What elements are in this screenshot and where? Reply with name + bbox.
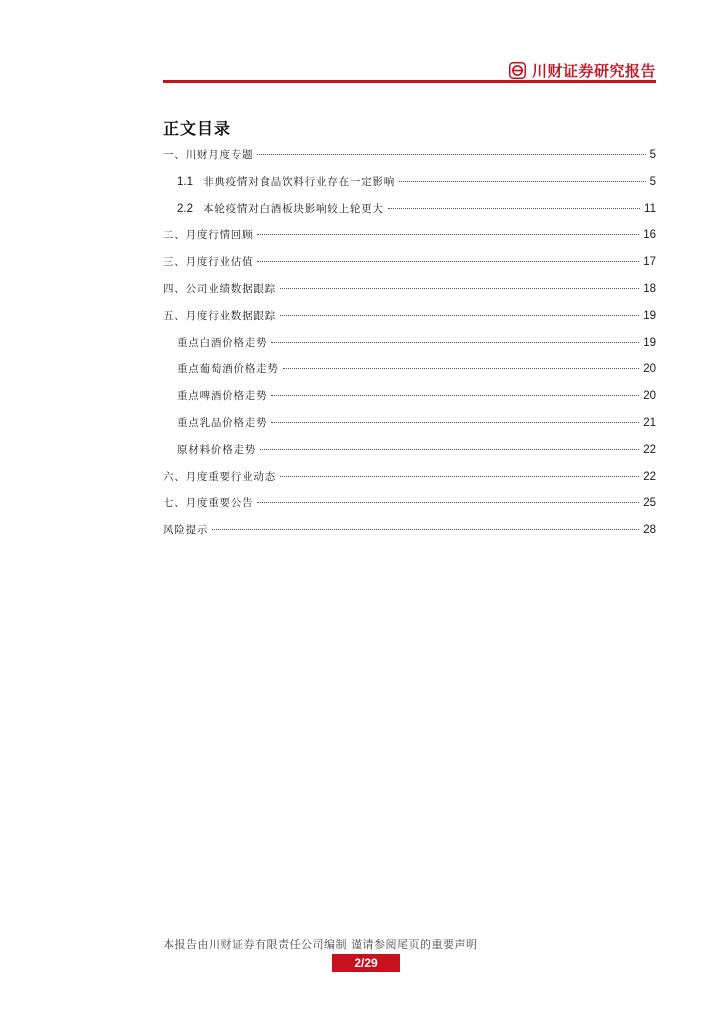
toc-entry-page: 19 <box>643 309 656 322</box>
toc-entry-page: 22 <box>643 470 656 483</box>
toc-entry-page: 17 <box>643 256 656 269</box>
toc-entry-number: 2.2 <box>177 202 193 215</box>
toc-entry-number: 1.1 <box>177 175 193 188</box>
toc-entry[interactable] <box>163 495 656 522</box>
disclaimer-note: 本报告由川财证券有限责任公司编制 谨请参阅尾页的重要声明 <box>163 938 478 951</box>
brand-name: 川财证券研究报告 <box>531 62 656 80</box>
toc-entry-label: 四、公司业绩数据跟踪 <box>163 282 276 295</box>
dot-leader <box>260 449 639 450</box>
brand <box>509 60 656 81</box>
page-number-badge: 2/29 <box>332 954 400 972</box>
dot-leader <box>257 154 645 155</box>
toc-entry[interactable] <box>163 469 656 496</box>
toc-entry-page: 25 <box>643 497 656 510</box>
toc-entry[interactable] <box>163 335 656 362</box>
toc-entry-label: 二、月度行情回顾 <box>163 229 254 242</box>
toc-entry-page: 5 <box>649 149 656 161</box>
dot-leader <box>399 181 645 182</box>
toc-entry[interactable] <box>163 227 656 254</box>
toc-entry-page: 20 <box>643 390 656 403</box>
toc-title: 正文目录 <box>163 119 232 138</box>
dot-leader <box>271 395 639 396</box>
toc-entry[interactable] <box>163 522 656 549</box>
toc-entry-label: 七、月度重要公告 <box>163 497 254 510</box>
toc-entry[interactable] <box>163 281 656 308</box>
toc-entry[interactable] <box>163 388 656 415</box>
dot-leader <box>271 422 639 423</box>
toc-entry-page: 28 <box>643 524 656 537</box>
toc-entry[interactable] <box>163 174 656 201</box>
dot-leader <box>271 342 639 343</box>
toc-entry-label: 本轮疫情对白酒板块影响较上轮更大 <box>203 202 384 215</box>
toc-entry[interactable] <box>163 254 656 281</box>
toc-entry-label: 一、川财月度专题 <box>163 149 254 161</box>
toc-entry-label: 六、月度重要行业动态 <box>163 470 276 483</box>
toc-entry-page: 20 <box>643 363 656 376</box>
toc-entry[interactable] <box>163 415 656 442</box>
toc-entry-label: 非典疫情对食品饮料行业存在一定影响 <box>203 175 396 188</box>
toc-entry-label: 重点葡萄酒价格走势 <box>177 363 279 376</box>
dot-leader <box>257 234 639 235</box>
toc-entry-label: 风险提示 <box>163 524 209 537</box>
table-of-contents <box>163 147 656 549</box>
toc-entry-page: 21 <box>643 416 656 429</box>
toc-entry-label: 重点白酒价格走势 <box>177 336 268 349</box>
page-header <box>0 0 724 90</box>
chuancai-logo-icon <box>509 62 526 79</box>
toc-entry[interactable] <box>163 442 656 469</box>
toc-entry[interactable] <box>163 361 656 388</box>
toc-entry-page: 5 <box>649 175 656 188</box>
toc-entry-page: 19 <box>643 336 656 349</box>
toc-entry-label: 三、月度行业估值 <box>163 256 254 269</box>
toc-entry-page: 11 <box>644 202 656 215</box>
dot-leader <box>283 368 640 369</box>
dot-leader <box>280 288 639 289</box>
toc-entry[interactable] <box>163 201 656 228</box>
toc-entry-label: 重点啤酒价格走势 <box>177 390 268 403</box>
toc-entry-label: 五、月度行业数据跟踪 <box>163 309 276 322</box>
toc-entry-label: 重点乳品价格走势 <box>177 416 268 429</box>
toc-entry-page: 16 <box>643 229 656 242</box>
dot-leader <box>280 315 639 316</box>
toc-entry-label: 原材料价格走势 <box>177 443 257 456</box>
dot-leader <box>388 208 640 209</box>
dot-leader <box>280 476 639 477</box>
toc-entry[interactable] <box>163 147 656 174</box>
toc-entry-page: 18 <box>643 282 656 295</box>
dot-leader <box>257 261 639 262</box>
dot-leader <box>257 502 639 503</box>
toc-entry-page: 22 <box>643 443 656 456</box>
dot-leader <box>212 529 639 530</box>
header-rule <box>163 80 656 83</box>
toc-entry[interactable] <box>163 308 656 335</box>
